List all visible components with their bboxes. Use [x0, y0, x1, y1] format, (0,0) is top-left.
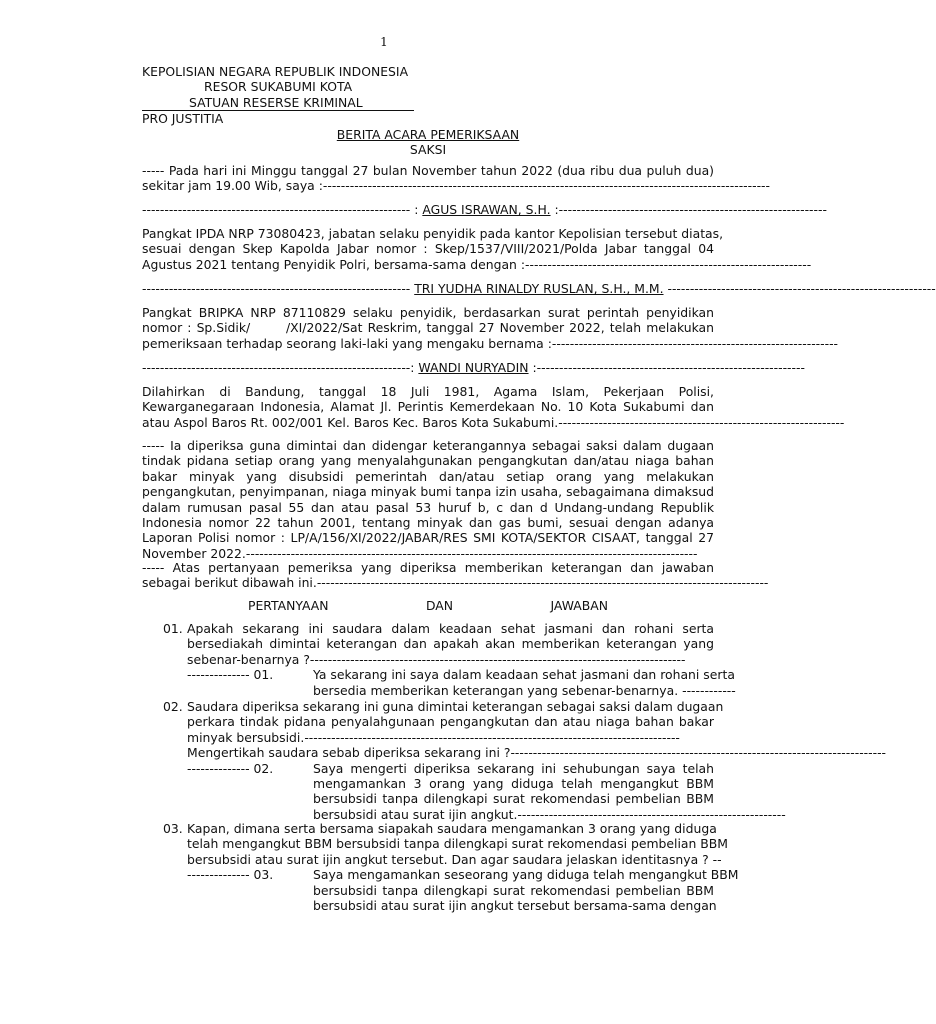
title-sub: SAKSI — [409, 142, 447, 158]
page-number: 1 — [380, 35, 388, 49]
pro-justitia-label: PRO JUSTITIA — [142, 111, 224, 127]
investigator-2-details: Pangkat BRIPKA NRP 87110829 selaku penyidik, berdasarkan surat perintah penyidikan nomor : Sp.Sidik/ /XI/2022/Sat Reskrim, tanggal 27 November 2022, telah melakukan pemeriksaan terhadap seorang laki-laki yang mengaku bernama : ---------------------------------------------------------------- — [142, 305, 839, 351]
col-answers: JAWABAN — [550, 598, 608, 613]
agency-name: KEPOLISIAN NEGARA REPUBLIK INDONESIA — [142, 64, 409, 79]
investigator-2-line: ------------------------------------------------------------ TRI YUDHA RINALDY RUSLAN, S.H., M.M. ------------------------------------------------------------ — [142, 281, 936, 296]
qa-item-01: 01. Apakah sekarang ini saudara dalam keadaan sehat jasmani dan rohani serta bersediakah dimintai keterangan dan apakah akan memberikan keterangan yang sebenar-benarnya ? ------------------------------------------------------------------------------------ -------------- 01. Ya sekarang ini saya dalam keadaan sehat jasmani dan rohani serta bersedia memberikan keterangan yang sebenar-benarnya. ------------ — [163, 621, 736, 698]
letterhead — [142, 64, 414, 127]
witness-identity: Dilahirkan di Bandung, tanggal 18 Juli 1981, Agama Islam, Pekerjaan Polisi, Kewarganegaraan Indonesia, Alamat Jl. Perintis Kemerdekaan No. 10 Kota Sukabumi dan atau Aspol Baros Rt. 002/001 Kel. Baros Kec. Baros Kota Sukabumi. ---------------------------------------------------------------- — [142, 384, 845, 430]
witness-line: ------------------------------------------------------------ : WANDI NURYADIN : ------------------------------------------------------------ — [142, 360, 805, 375]
investigator-1-details: Pangkat IPDA NRP 73080423, jabatan selaku penyidik pada kantor Kepolisian tersebut diatas, sesuai dengan Skep Kapolda Jabar nomor : Skep/1537/VIII/2021/Polda Jabar tanggal 04 Agustus 2021 tentang Penyidik Polri, bersama-sama dengan : ---------------------------------------------------------------- — [142, 226, 812, 272]
col-and: DAN — [425, 598, 454, 613]
col-questions: PERTANYAAN — [248, 598, 329, 613]
qa-item-02: 02. Saudara diperiksa sekarang ini guna dimintai keterangan sebagai saksi dalam dugaan perkara tindak pidana penyalahgunaan pengangkutan dan atau niaga bahan bakar minyak bersubsidi. ------------------------------------------------------------------------------------ Mengertikah saudara sebab diperiksa sekarang ini ? ------------------------------------------------------------------------------------ -------------- 02. Saya mengerti diperiksa sekarang ini sehubungan saya telah mengamankan 3 orang yang diduga telah mengangkut BBM bersubsidi tanpa dilengkapi surat rekomendasi pembelian BBM bersubsidi atau surat ijin angkut. ------------------------------------------------------------ — [163, 699, 887, 822]
qa-intro: ----- Atas pertanyaan pemeriksa yang diperiksa memberikan keterangan dan jawaban sebagai berikut dibawah ini. ----------------------------------------------------------------------------------------------------- — [142, 560, 769, 591]
investigator-1-line: ------------------------------------------------------------ : AGUS ISRAWAN, S.H. : ------------------------------------------------------------ — [142, 202, 827, 217]
investigator-2-name: TRI YUDHA RINALDY RUSLAN, S.H., M.M. — [414, 281, 664, 296]
case-description: ----- Ia diperiksa guna dimintai dan didengar keterangannya sebagai saksi dalam dugaan tindak pidana setiap orang yang menyalahgunakan pengangkutan dan/atau niaga bahan bakar minyak yang disubsidi pemerintah dan/atau setiap orang yang melakukan pengangkutan, penyimpanan, niaga minyak bumi tanpa izin usaha, sebagaimana dimaksud dalam rumusan pasal 55 dan atau pasal 53 huruf b, c dan d Undang-undang Republik Indonesia nomor 22 tahun 2001, tentang minyak dan gas bumi, sesuai dengan adanya Laporan Polisi nomor : LP/A/156/XI/2022/JABAR/RES SMI KOTA/SEKTOR CISAAT, tanggal 27 November 2022. ----------------------------------------------------------------------------------------------------- — [142, 438, 714, 561]
opening-paragraph: ----- Pada hari ini Minggu tanggal 27 bulan November tahun 2022 (dua ribu dua puluh dua) sekitar jam 19.00 Wib, saya : ---------------------------------------------------------------------------------------------------- — [142, 163, 770, 194]
qa-column-headers — [248, 598, 608, 613]
unit-name: SATUAN RESERSE KRIMINAL — [142, 95, 414, 111]
office-name: RESOR SUKABUMI KOTA — [204, 79, 353, 95]
investigator-1-name: AGUS ISRAWAN, S.H. — [422, 202, 551, 217]
title-main: BERITA ACARA PEMERIKSAAN — [336, 127, 520, 142]
qa-item-03: 03. Kapan, dimana serta bersama siapakah saudara mengamankan 3 orang yang diduga telah mengangkut BBM bersubsidi tanpa dilengkapi surat rekomendasi pembelian BBM bersubsidi atau surat ijin angkut tersebut. Dan agar saudara jelaskan identitasnya ? -- -------------- 03. Saya mengamankan seseorang yang diduga telah mengangkut BBM bersubsidi tanpa dilengkapi surat rekomendasi pembelian BBM bersubsidi atau surat ijin angkut tersebut bersama-sama dengan — [163, 821, 739, 913]
witness-name: WANDI NURYADIN — [418, 360, 529, 375]
document-title — [0, 127, 856, 158]
